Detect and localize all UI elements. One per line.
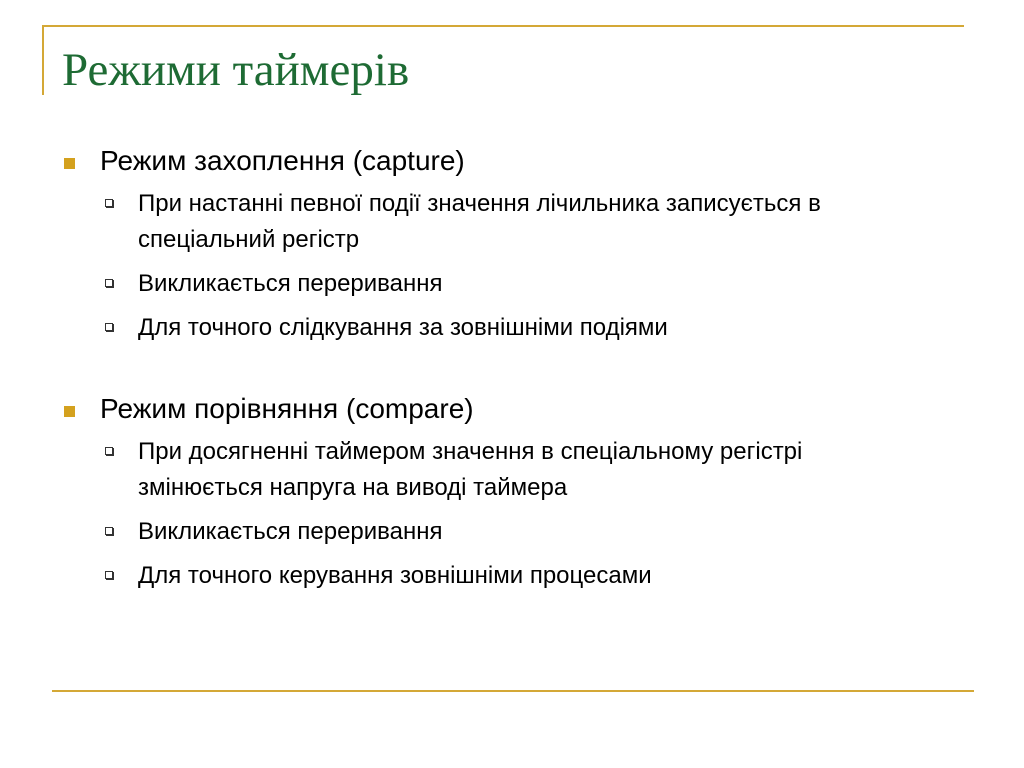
frame-bottom-line (52, 690, 974, 692)
section-heading-text: Режим порівняння (compare) (100, 393, 474, 424)
list-item-text: Для точного слідкування за зовнішніми подіями (138, 314, 668, 341)
hollow-square-bullet-icon (105, 323, 113, 331)
slide-body (58, 142, 978, 602)
hollow-square-bullet-icon (105, 447, 113, 455)
sub-list (58, 186, 978, 346)
frame-top-line (42, 25, 964, 27)
list-item (58, 186, 838, 258)
slide-title: Режими таймерів (62, 44, 410, 96)
list-item-text: При досягненні таймером значення в спеціальному регістрі змінюється напруга на виводі таймера (138, 438, 803, 501)
list-item-text: Викликається переривання (138, 270, 443, 297)
list-item-text: При настанні певної події значення лічильника записується в спеціальний регістр (138, 190, 821, 253)
list-item-text: Для точного керування зовнішніми процесами (138, 562, 652, 589)
frame-left-line (42, 25, 44, 95)
square-bullet-icon (64, 406, 75, 417)
hollow-square-bullet-icon (105, 279, 113, 287)
section-heading-text: Режим захоплення (capture) (100, 145, 465, 176)
section-heading (58, 142, 978, 180)
square-bullet-icon (64, 158, 75, 169)
list-item (58, 514, 978, 550)
hollow-square-bullet-icon (105, 571, 113, 579)
section-capture (58, 142, 978, 346)
list-item (58, 310, 978, 346)
list-item-text: Викликається переривання (138, 518, 443, 545)
hollow-square-bullet-icon (105, 199, 113, 207)
sub-list (58, 434, 978, 594)
list-item (58, 558, 978, 594)
section-compare (58, 390, 978, 594)
list-item (58, 434, 898, 506)
section-heading (58, 390, 978, 428)
list-item (58, 266, 978, 302)
hollow-square-bullet-icon (105, 527, 113, 535)
